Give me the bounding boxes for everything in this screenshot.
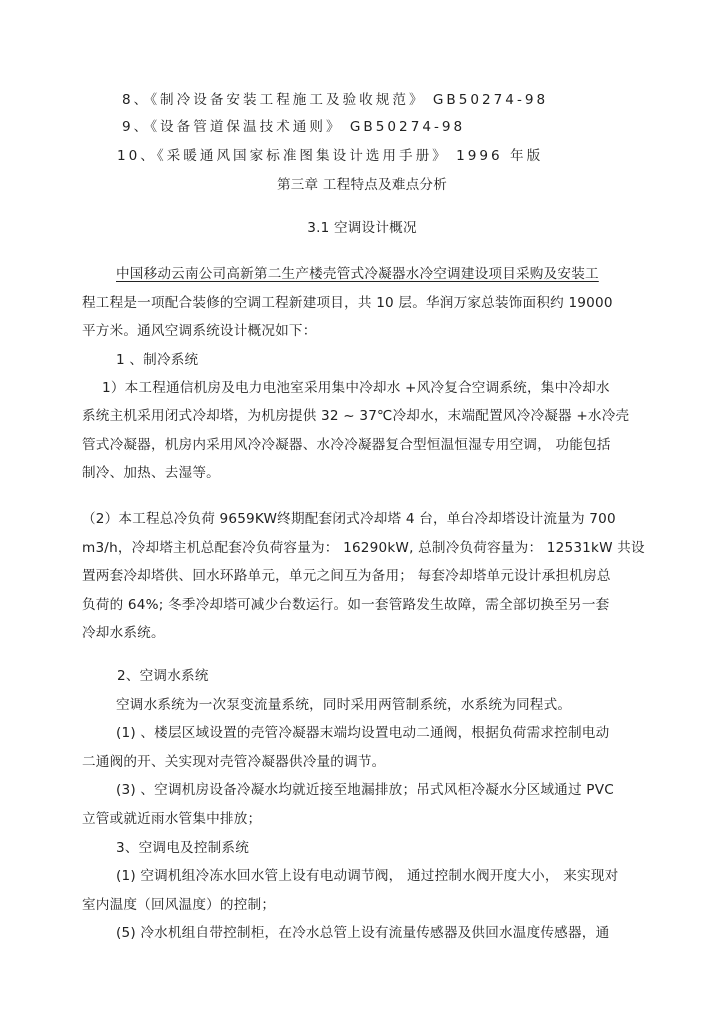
subheading-electrical-control: 3、空调电及控制系统 [116,840,249,856]
paragraph-line: (3) 、空调机房设备冷凝水均就近接至地漏排放；吊式风柜冷凝水分区域通过 PVC [116,782,614,798]
section-title: 3.1 空调设计概况 [307,220,417,236]
chapter-title: 第三章 工程特点及难点分析 [276,177,448,193]
reference-item-10: 10、《采暖通风国家标准图集设计选用手册》 1996 年版 [117,148,544,164]
paragraph-line: 制冷、加热、去湿等。 [82,465,220,481]
paragraph-line: 负荷的 64%; 冬季冷却塔可减少台数运行。如一套管路发生故障，需全部切换至另一套 [82,597,610,613]
paragraph-line: m3/h，冷却塔主机总配套冷负荷容量为： 16290kW, 总制冷负荷容量为： 12531kW 共设 [82,540,645,556]
paragraph-line: 管式冷凝器，机房内采用风冷冷凝器、水冷冷凝器复合型恒温恒湿专用空调， 功能包括 [82,437,611,453]
paragraph-line: 程工程是一项配合装修的空调工程新建项目，共 10 层。华润万家总装饰面积约 19000 [82,295,613,311]
paragraph-line: (1) 、楼层区域设置的壳管冷凝器末端均设置电动二通阀，根据负荷需求控制电动 [116,725,610,741]
subheading-refrigeration: 1 、制冷系统 [116,352,199,368]
reference-item-9: 9、《设备管道保温技术通则》 GB50274-98 [122,119,466,135]
paragraph-line: (5) 冷水机组自带控制柜，在冷水总管上设有流量传感器及供回水温度传感器，通 [116,925,610,941]
paragraph-line: 置两套冷却塔供、回水环路单元，单元之间互为备用； 每套冷却塔单元设计承担机房总 [82,568,611,584]
paragraph-line: 系统主机采用闭式冷却塔，为机房提供 32 ~ 37℃冷却水，末端配置风冷冷凝器 +水冷壳 [82,408,630,424]
paragraph-line: 立管或就近雨水管集中排放； [82,811,262,827]
subheading-water-system: 2、空调水系统 [117,668,209,684]
paragraph-line: 1）本工程通信机房及电力电池室采用集中冷却水 +风冷复合空调系统，集中冷却水 [102,380,610,396]
paragraph-line: 平方米。通风空调系统设计概况如下： [82,323,317,339]
paragraph-line: 室内温度（回风温度）的控制； [82,897,276,913]
paragraph-line: 空调水系统为一次泵变流量系统，同时采用两管制系统，水系统为同程式。 [116,697,572,713]
paragraph-line: (1) 空调机组冷冻水回水管上设有电动调节阀， 通过控制水阀开度大小， 来实现对 [116,868,619,884]
paragraph-line: 二通阀的开、关实现对壳管冷凝器供冷量的调节。 [82,754,386,770]
paragraph-line: （2）本工程总冷负荷 9659KW终期配套闭式冷却塔 4 台，单台冷却塔设计流量为 700 [82,511,616,527]
reference-item-8: 8、《制冷设备安装工程施工及验收规范》 GB50274-98 [122,92,549,108]
paragraph-line: 中国移动云南公司高新第二生产楼壳管式冷凝器水冷空调建设项目采购及安装工 [116,266,599,282]
paragraph-line: 冷却水系统。 [82,625,165,641]
